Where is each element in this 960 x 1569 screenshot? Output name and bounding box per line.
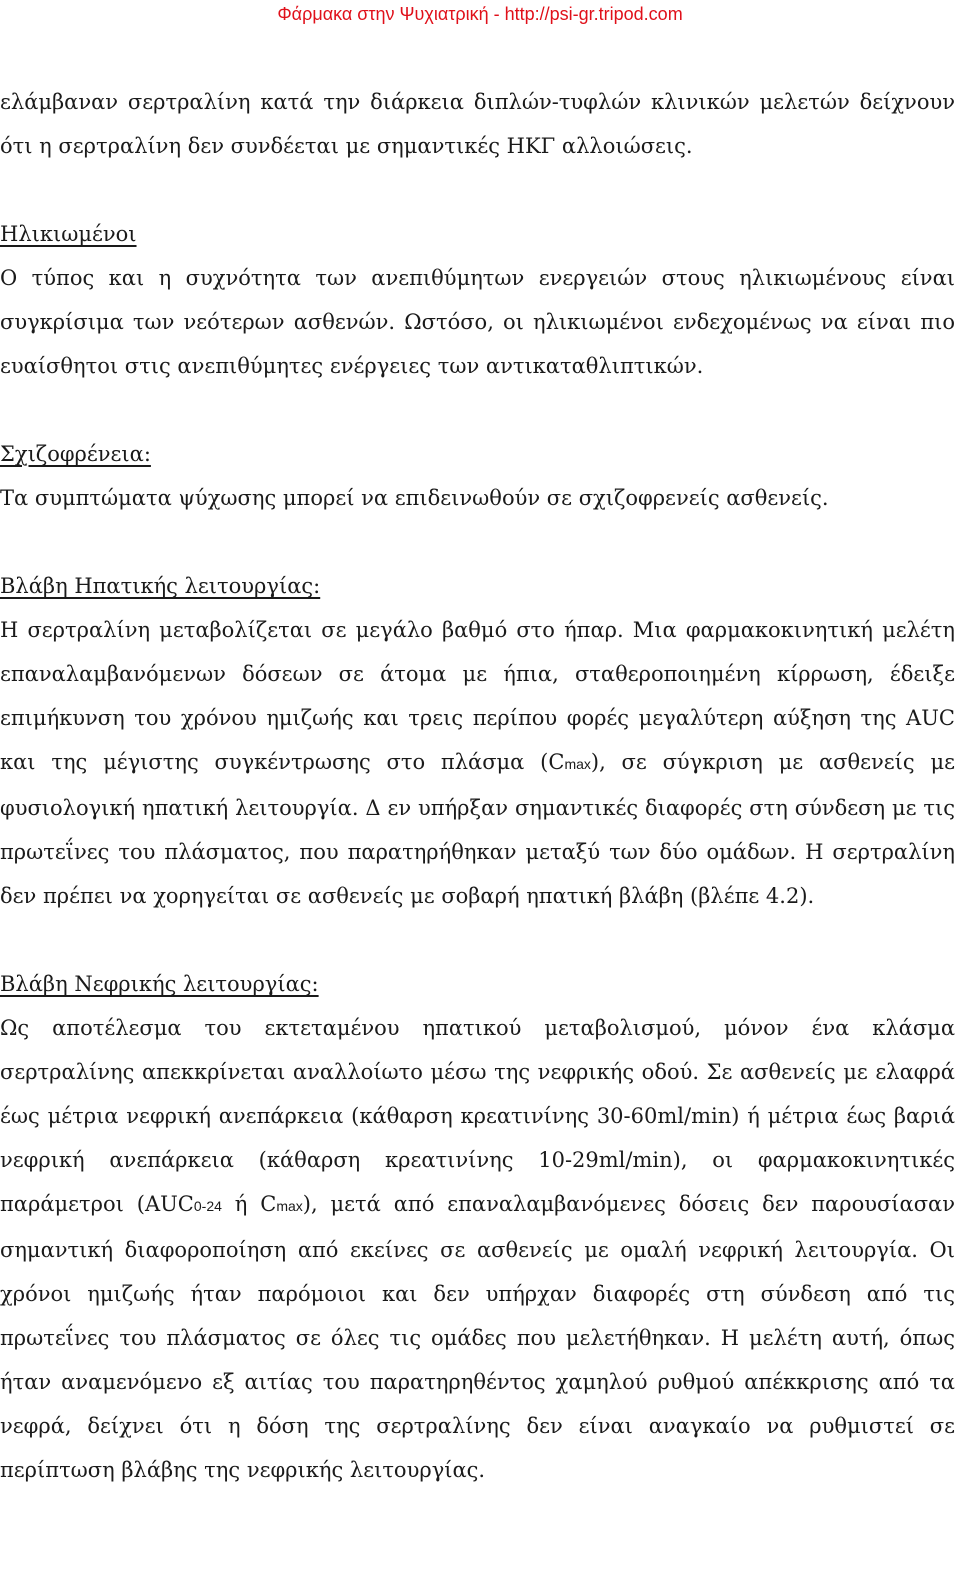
schizophrenia-paragraph: Τα συμπτώματα ψύχωσης μπορεί να επιδεινωθούν σε σχιζοφρενείς ασθενείς. — [0, 486, 829, 510]
elderly-paragraph: Ο τύπος και η συχνότητα των ανεπιθύμητων ενεργειών στους ηλικιωμένους είναι συγκρίσιμα των νεότερων ασθενών. Ωστόσο, οι ηλικιωμένοι ενδεχομένως να είναι πιο ευαίσθητοι στις ανεπιθύμητες ενέργειες των αντικαταθλιπτικών. — [0, 266, 955, 378]
renal-text-3: ), μετά από επαναλαμβανόμενες δόσεις δεν παρουσίασαν σημαντική διαφοροποίηση από εκείνες σε ασθενείς με ομαλή νεφρική λειτουργία. Οι χρόνοι ημιζωής ήταν παρόμοιοι και δεν υπήρχαν διαφορές στη σύνδεση από τις πρωτεΐνες του πλάσματος σε όλες τις ομάδες που μελετήθηκαν. Η μελέτη αυτή, όπως ήταν αναμενόμενο εξ αιτίας του παρατηρηθέντος χαμηλού ρυθμού απέκκρισης από τα νεφρά, δείχνει ότι η δόση της σερτραλίνης δεν είναι αναγκαίο να ρυθμιστεί σε περίπτωση βλάβης της νεφρικής λειτουργίας. — [0, 1192, 956, 1482]
intro-paragraph: ελάμβαναν σερτραλίνη κατά την διάρκεια διπλών-τυφλών κλινικών μελετών δείχνουν ότι η σερτραλίνη δεν συνδέεται με σημαντικές ΗΚΓ αλλοιώσεις. — [0, 90, 955, 158]
intro-section — [0, 80, 955, 168]
renal-text-2: ή C — [221, 1192, 277, 1216]
renal-subscript-range: 0-24 — [193, 1198, 222, 1214]
hepatic-paragraph — [0, 608, 955, 918]
hepatic-heading: Βλάβη Ηπατικής λειτουργίας: — [0, 574, 321, 598]
hepatic-subscript-max: max — [564, 756, 591, 772]
hepatic-text-2: ), σε σύγκριση με ασθενείς με φυσιολογική ηπατική λειτουργία. Δ εν υπήρξαν σημαντικές διαφορές στη σύνδεση με τις πρωτεΐνες του πλάσματος, που παρατηρήθηκαν μεταξύ των δύο ομάδων. Η σερτραλίνη δεν πρέπει να χορηγείται σε ασθενείς με σοβαρή ηπατική βλάβη (βλέπε 4.2). — [0, 750, 955, 908]
renal-heading: Βλάβη Νεφρικής λειτουργίας: — [0, 972, 319, 996]
renal-subscript-max: max — [276, 1198, 303, 1214]
site-header-link[interactable]: Φάρμακα στην Ψυχιατρική - http://psi-gr.tripod.com — [277, 4, 683, 24]
hepatic-section — [0, 564, 955, 918]
schizophrenia-section — [0, 432, 955, 520]
elderly-heading: Ηλικιωμένοι — [0, 222, 137, 246]
schizophrenia-heading: Σχιζοφρένεια: — [0, 442, 151, 466]
hepatic-text-1: Η σερτραλίνη μεταβολίζεται σε μεγάλο βαθμό στο ήπαρ. Μια φαρμακοκινητική μελέτη επαναλαμβανόμενων δόσεων σε άτομα με ήπια, σταθεροποιημένη κίρρωση, έδειξε επιμήκυνση του χρόνου ημιζωής και τρεις περίπου φορές μεγαλύτερη αύξηση της AUC και της μέγιστης συγκέντρωσης στο πλάσμα (C — [0, 618, 955, 774]
document-page — [0, 80, 955, 1536]
renal-section — [0, 962, 955, 1492]
renal-text-1: Ως αποτέλεσμα του εκτεταμένου ηπατικού μεταβολισμού, μόνον ένα κλάσμα σερτραλίνης απεκκρίνεται αναλλοίωτο μέσω της νεφρικής οδού. Σε ασθενείς με ελαφρά έως μέτρια νεφρική ανεπάρκεια (κάθαρση κρεατινίνης 30-60ml/min) ή μέτρια έως βαριά νεφρική ανεπάρκεια (κάθαρση κρεατινίνης 10-29ml/min), οι φαρμακοκινητικές παράμετροι (AUC — [0, 1016, 955, 1216]
elderly-section — [0, 212, 955, 388]
renal-paragraph — [0, 1006, 955, 1492]
